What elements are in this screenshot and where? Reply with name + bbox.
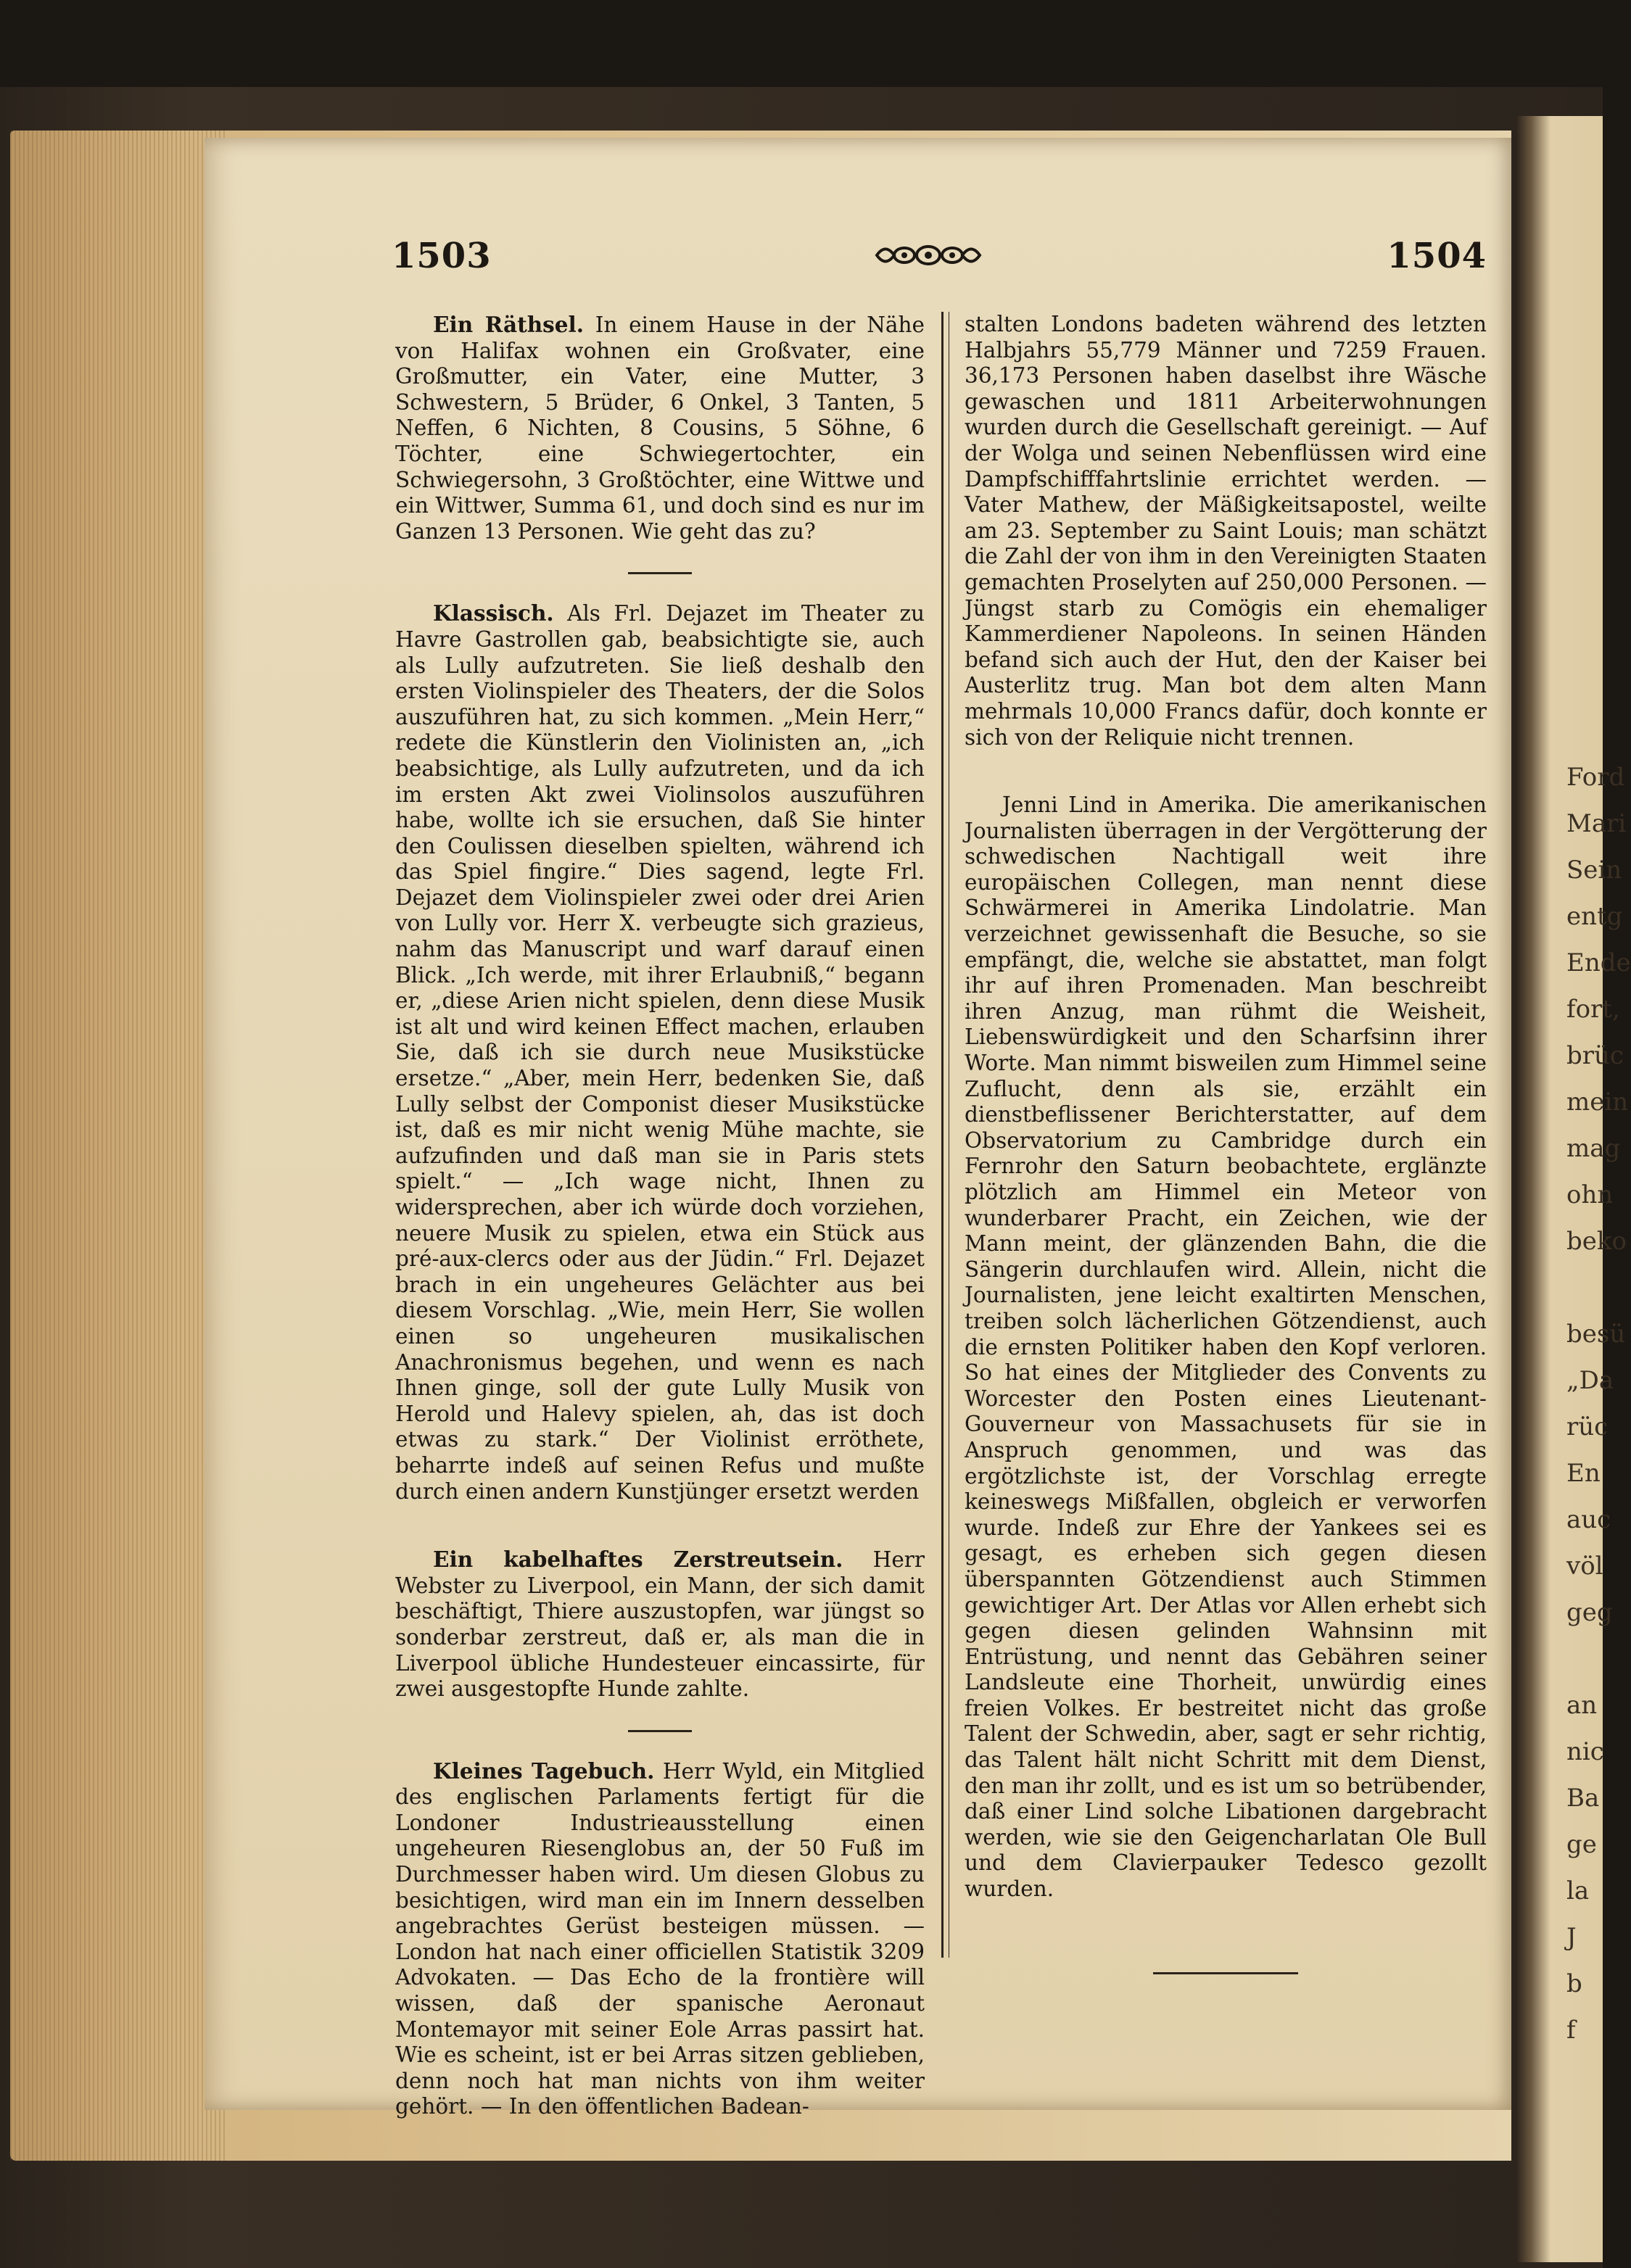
next-page-line: Ford [1566,763,1625,792]
ornament-icon [874,239,983,272]
next-page-line [1566,1265,1610,1311]
next-page-line: f [1566,2016,1576,2045]
next-page-line: beko [1566,1227,1627,1256]
next-page-line: brüc [1566,1041,1624,1070]
next-page-line: b [1566,1969,1582,1998]
article [395,600,925,1505]
article [395,1547,925,1702]
left-column [395,312,925,2120]
article-heading: Jenni Lind in Amerika. [1002,792,1257,818]
page-edges [10,131,228,2161]
next-page-line: la [1566,1876,1590,1905]
article-heading: Ein Räthsel. [433,312,584,337]
page-header [392,236,1487,279]
next-page-line: Ba [1566,1784,1600,1813]
article-text: In einem Hause in der Nähe von Halifax wohnen ein Großvater, eine Großmutter, ein Vater, eine Mutter, 3 Schwestern, 5 Brüder, 6 Onkel, 3 Tanten, 5 Neffen, 6 Nichten, 8 Cousins, 5 Söhne, 6 Töchter, eine Schwiegertochter, ein Schwiegersohn, 3 Großtöchter, eine Wittwe und ein Wittwer, Summa 61, und doch sind es nur im Ganzen 13 Personen. Wie geht das zu? [395,313,925,544]
article-text: Herr Webster zu Liverpool, ein Mann, der sich damit beschäftigt, Thiere auszustopfen, war jüngst so sonderbar zerstreut, daß er, als man die in Liverpool übliche Hundesteuer eincassirte, für zwei ausgestopfte Hunde zahlte. [395,1547,925,1702]
article-heading: Ein kabelhaftes Zerstreutsein. [433,1547,843,1573]
article [395,1758,925,2120]
article-heading: Klassisch. [433,600,554,626]
next-page-line: Mari [1566,809,1627,838]
article [395,312,925,545]
article [965,792,1487,1903]
next-page-line: mag [1566,1134,1621,1163]
next-page-fragment [1566,754,1631,2053]
next-page-line: an [1566,1691,1598,1720]
separator [1153,1972,1298,1974]
next-page-line: besü [1566,1320,1626,1349]
left-page-number: 1503 [392,236,492,276]
next-page-line: J [1566,1923,1577,1952]
right-column [965,312,1487,2000]
separator [628,572,692,574]
next-page-line: auc [1566,1505,1611,1534]
next-page-line: fort, [1566,995,1620,1024]
article-text: Die amerikanischen Journalisten überragen in der Vergötterung der schwedischen Nachtigall weit ihre europäischen Collegen, man nennt diese Schwärmerei in Amerika Lindolatrie. Man verzeichnet gewissenhaft die Besuche, so sie empfängt, die, welche sie abstattet, man folgt ihr auf ihren Promenaden. Man beschreibt ihren Anzug, man rühmt die Weisheit, Liebenswürdigkeit und den Scharfsinn ihrer Worte. Man nimmt bisweilen zum Himmel seine Zuflucht, denn als sie, erzählt ein dienstbeflissener Berichterstatter, auf dem Observatorium zu Cambridge durch ein Fernrohr den Saturn beobachtete, erglänzte plötzlich am Himmel ein Meteor von wunderbarer Pracht, ein Zeichen, wie der Mann meint, der glänzenden Bahn, die die Sängerin durchlaufen wird. Allein, nicht die Journalisten, jene leicht exaltirten Menschen, treiben solch lächerlichen Götzendienst, auch die ernsten Politiker haben den Kopf verloren. So hat eines der Mitglieder des Convents zu Worcester den Posten eines Lieutenant-Gouverneur von Massachusets für sie in Anspruch genommen, und was das ergötzlichste ist, der Vorschlag erregte keineswegs Mißfallen, obgleich er verworfen wurde. Indeß zur Ehre der Yankees sei es gesagt, es erheben sich gegen diesen überspannten Götzendienst auch Stimmen gewichtiger Art. Der Atlas vor Allen erhebt sich gegen diesen gelinden Wahnsinn mit Entrüstung, und nennt das Gebähren seiner Landsleute eine Thorheit, unwürdig eines freien Volkes. Er bestreitet nicht das große Talent der Schwedin, aber, sagt er sehr richtig, das Talent hält nicht Schritt mit dem Dienst, den man ihr zollt, und es ist um so betrübender, daß einer Lind solche Libationen dargebracht werden, wie sie den Geigencharlatan Ole Bull und dem Clavierpauker Tedesco gezollt wurden. [965,792,1487,1902]
spacer [965,750,1487,792]
next-page-line: nic [1566,1737,1604,1766]
column-rule [941,312,943,1958]
next-page-line: geg [1566,1598,1613,1627]
next-page-line: ge [1566,1830,1597,1859]
right-page-number: 1504 [1387,236,1487,276]
separator [628,1730,692,1732]
next-page-line: Ende [1566,948,1631,977]
article-text: Als Frl. Dejazet im Theater zu Havre Gastrollen gab, beabsichtigte sie, auch als Lully aufzutreten. Sie ließ deshalb den ersten Violinspieler des Theaters, der die Solos auszuführen hat, zu sich kommen. „Mein Herr,“ redete die Künstlerin den Violinisten an, „ich beabsichtige, als Lully aufzutreten, und da ich im ersten Akt zwei Violinsolos auszuführen habe, wollte ich sie ersuchen, daß Sie hinter den Coulissen dieselben spielten, während ich das Spiel fingire.“ Dies sagend, legte Frl. Dejazet dem Violinspieler zwei oder drei Arien von Lully vor. Herr X. verbeugte sich grazieus, nahm das Manuscript und warf darauf einen Blick. „Ich werde, mit ihrer Erlaubniß,“ begann er, „diese Arien nicht spielen, denn diese Musik ist alt und wird keinen Effect machen, erlauben Sie, daß ich sie durch neue Musikstücke ersetze.“ „Aber, mein Herr, bedenken Sie, daß Lully selbst der Componist dieser Musikstücke ist, daß es mir nicht wenig Mühe machte, sie aufzufinden und daß man sie in Paris stets spielt.“ — „Ich wage nicht, Ihnen zu widersprechen, aber ich würde doch vorziehen, neuere Musik zu spielen, etwa ein Stück aus pré-aux-clercs oder aus der Jüdin.“ Frl. Dejazet brach in ein ungeheures Gelächter aus bei diesem Vorschlag. „Wie, mein Herr, Sie wollen einen so ungeheuren musikalischen Anachronismus begehen, und wenn es nach Ihnen ginge, soll der gute Lully Musik von Herold und Halevy spielen, ah, das ist doch etwas zu stark.“ Der Violinist erröthete, beharrte indeß auf seinen Refus und mußte durch einen andern Kunstjünger ersetzt werden [395,601,925,1504]
next-page-line: Sein [1566,856,1622,885]
next-page-line: mein [1566,1088,1629,1117]
article-continuation: stalten Londons badeten während des letzten Halbjahrs 55,779 Männer und 7259 Frauen. 36,173 Personen haben daselbst ihre Wäsche gewaschen und 1811 Arbeiterwohnungen wurden durch die Gesellschaft gereinigt. — Auf der Wolga und seinen Nebenflüssen wird eine Dampfschifffahrtslinie errichtet werden. — Vater Mathew, der Mäßigkeitsapostel, weilte am 23. September zu Saint Louis; man schätzt die Zahl der von ihm in den Vereinigten Staaten gemachten Proselyten auf 250,000 Personen. — Jüngst starb zu Comögis ein ehemaliger Kammerdiener Napoleons. In seinen Händen befand sich auch der Hut, den der Kaiser bei Austerlitz trug. Man bot dem alten Mann mehrmals 10,000 Francs dafür, doch konnte er sich von der Reliquie nicht trennen. [965,312,1487,750]
next-page-line: ohn [1566,1180,1614,1209]
spacer [395,1505,925,1547]
next-page-line: „Da [1566,1366,1614,1395]
article-heading: Kleines Tagebuch. [433,1758,655,1784]
next-page-line: rüc [1566,1412,1609,1441]
next-page-line: entg [1566,902,1623,931]
next-page-line [1566,1636,1610,1682]
next-page-line: völ [1566,1552,1603,1581]
next-page-line: En [1566,1459,1601,1488]
article-text: Herr Wyld, ein Mitglied des englischen Parlaments fertigt für die Londoner Industrieausstellung einen ungeheuren Riesenglobus an, der 50 Fuß im Durchmesser haben wird. Um diesen Globus zu besichtigen, wird man ein im Innern desselben angebrachtes Gerüst besteigen müssen. — London hat nach einer officiellen Statistik 3209 Advokaten. — Das Echo de la frontière will wissen, daß der spanische Aeronaut Montemayor mit seiner Eole Arras passirt hat. Wie es scheint, ist er bei Arras sitzen geblieben, denn noch hat man nichts von ihm weiter gehört. — In den öffentlichen Badean- [395,1758,925,2119]
